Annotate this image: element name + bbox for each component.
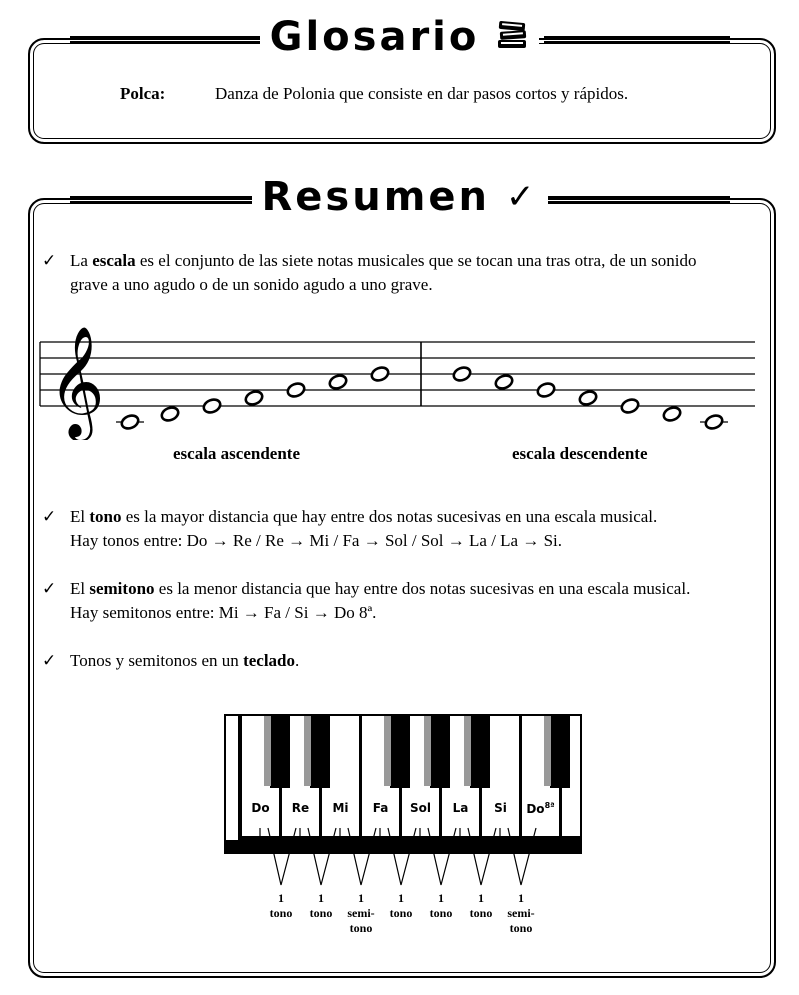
note-desc-0 bbox=[452, 365, 472, 382]
interval-label: 1 tono bbox=[469, 891, 493, 920]
glosario-definition: Danza de Polonia que consiste en dar pasos cortos y rápidos. bbox=[215, 84, 629, 103]
interval-label: 1 tono bbox=[389, 891, 413, 920]
key-label-do-8: $Do^{8ª}$ bbox=[526, 801, 555, 816]
caption-ascendente: escala ascendente bbox=[173, 444, 301, 463]
check-icon: ✓ bbox=[42, 651, 57, 670]
note-asc-4 bbox=[286, 381, 306, 398]
treble-clef: 𝄞 bbox=[48, 325, 105, 437]
black-key bbox=[550, 716, 570, 788]
resumen-title: Resumen bbox=[261, 174, 490, 220]
note-desc-6 bbox=[704, 413, 724, 430]
black-key bbox=[430, 716, 450, 788]
check-icon: ✓ bbox=[42, 579, 57, 598]
key-label-sol: Sol bbox=[410, 801, 431, 815]
note-asc-5 bbox=[328, 373, 348, 390]
resumen-header bbox=[0, 174, 799, 220]
note-desc-2 bbox=[536, 381, 556, 398]
key-label-si: Si bbox=[494, 801, 507, 815]
glosario-entry bbox=[120, 84, 628, 104]
caption-descendente: escala descendente bbox=[512, 444, 648, 463]
note-desc-5 bbox=[662, 405, 682, 422]
key-label-fa: Fa bbox=[372, 801, 389, 815]
black-key bbox=[470, 716, 490, 788]
key-label-la: La bbox=[452, 801, 469, 815]
black-key bbox=[270, 716, 290, 788]
interval-label: 1 tono bbox=[269, 891, 293, 920]
books-icon bbox=[495, 14, 529, 60]
check-icon: ✓ bbox=[42, 251, 57, 270]
glosario-header bbox=[0, 14, 799, 60]
interval-label: 1 tono bbox=[429, 891, 453, 920]
note-desc-4 bbox=[620, 397, 640, 414]
glosario-term: Polca: bbox=[120, 84, 166, 103]
note-desc-3 bbox=[578, 389, 598, 406]
scale-notes bbox=[116, 365, 728, 430]
black-key bbox=[310, 716, 330, 788]
music-staff bbox=[0, 310, 799, 440]
black-key bbox=[390, 716, 410, 788]
interval-label: 1 semi- tono bbox=[347, 891, 375, 935]
key-label-do: Do bbox=[251, 801, 270, 815]
note-asc-0 bbox=[120, 413, 140, 430]
key-label-mi: Mi bbox=[332, 801, 349, 815]
key-label-re: Re bbox=[291, 801, 310, 815]
check-icon: ✓ bbox=[42, 507, 57, 526]
note-asc-3 bbox=[244, 389, 264, 406]
check-icon: ✓ bbox=[506, 177, 538, 217]
interval-label: 1 semi- tono bbox=[507, 891, 535, 935]
interval-label: 1 tono bbox=[309, 891, 333, 920]
piano-keyboard bbox=[0, 700, 799, 890]
note-desc-1 bbox=[494, 373, 514, 390]
glosario-title: Glosario bbox=[269, 14, 480, 60]
note-asc-1 bbox=[160, 405, 180, 422]
note-asc-6 bbox=[370, 365, 390, 382]
note-asc-2 bbox=[202, 397, 222, 414]
